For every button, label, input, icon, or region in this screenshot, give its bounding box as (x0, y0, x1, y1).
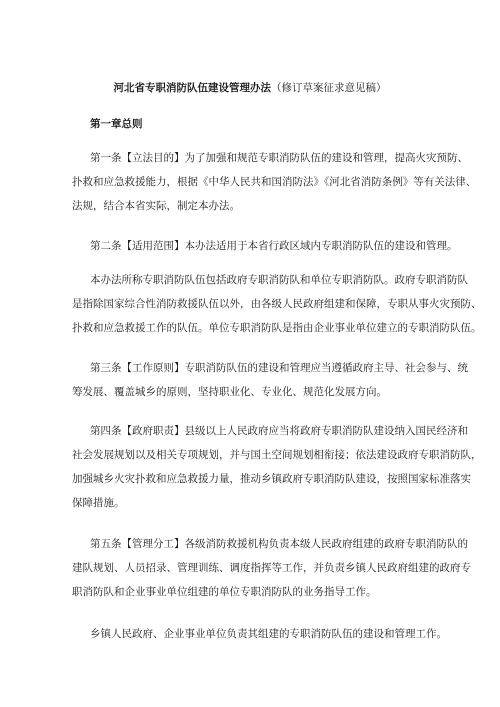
text-line: 第五条【管理分工】各级消防救援机构负责本级人民政府组建的政府专职消防队的 (90, 538, 468, 550)
title-main: 河北省专职消防队伍建设管理办法 (113, 82, 271, 94)
article-3 (72, 356, 468, 404)
text-line: 社会发展规划以及相关专项规划，并与国土空间规划相衔接；依法建设政府专职消防队， (72, 449, 482, 461)
text-line: 加强城乡火灾扑救和应急救援力量，推动乡镇政府专职消防队建设，按照国家标准落实 (72, 473, 471, 485)
article-2-detail (72, 268, 482, 340)
text-line: 第二条【适用范围】本办法适用于本省行政区域内专职消防队伍的建设和管理。 (90, 240, 458, 252)
text-line: 建队规划、人员招录、管理训练、调度指挥等工作，并负责乡镇人民政府组建的政府专 (72, 562, 471, 574)
text-line: 筹发展、覆盖城乡的原则，坚持职业化、专业化、规范化发展方向。 (72, 386, 387, 398)
text-line: 本办法所称专职消防队伍包括政府专职消防队和单位专职消防队。政府专职消防队 (90, 274, 468, 286)
article-4 (72, 419, 482, 515)
document-title (0, 81, 500, 95)
text-line: 第一条【立法目的】为了加强和规范专职消防队伍的建设和管理，提高火灾预防、 (90, 152, 468, 164)
text-line: 是指除国家综合性消防救援队伍以外，由各级人民政府组建和保障，专职从事火灾预防、 (72, 298, 482, 310)
text-line: 职消防队和企业事业单位组建的单位专职消防队的业务指导工作。 (72, 586, 377, 598)
text-line: 扑救和应急救援工作的队伍。单位专职消防队是指由企业事业单位建立的专职消防队伍。 (72, 322, 482, 334)
title-subtitle: （修订草案征求意见稿） (271, 82, 387, 94)
text-line: 第三条【工作原则】专职消防队伍的建设和管理应当遵循政府主导、社会参与、统 (90, 362, 468, 374)
article-5-detail (72, 622, 447, 646)
text-line: 乡镇人民政府、企业事业单位负责其组建的专职消防队伍的建设和管理工作。 (90, 628, 447, 640)
text-line: 第四条【政府职责】县级以上人民政府应当将政府专职消防队建设纳入国民经济和 (90, 425, 468, 437)
chapter-heading: 第一章总则 (90, 118, 143, 130)
article-1 (72, 146, 477, 218)
text-line: 保障措施。 (72, 497, 125, 509)
article-5 (72, 532, 471, 604)
text-line: 扑救和应急救援能力，根据《中华人民共和国消防法》《河北省消防条例》等有关法律、 (72, 176, 477, 188)
text-line: 法规，结合本省实际，制定本办法。 (72, 200, 240, 212)
article-2 (72, 234, 458, 258)
